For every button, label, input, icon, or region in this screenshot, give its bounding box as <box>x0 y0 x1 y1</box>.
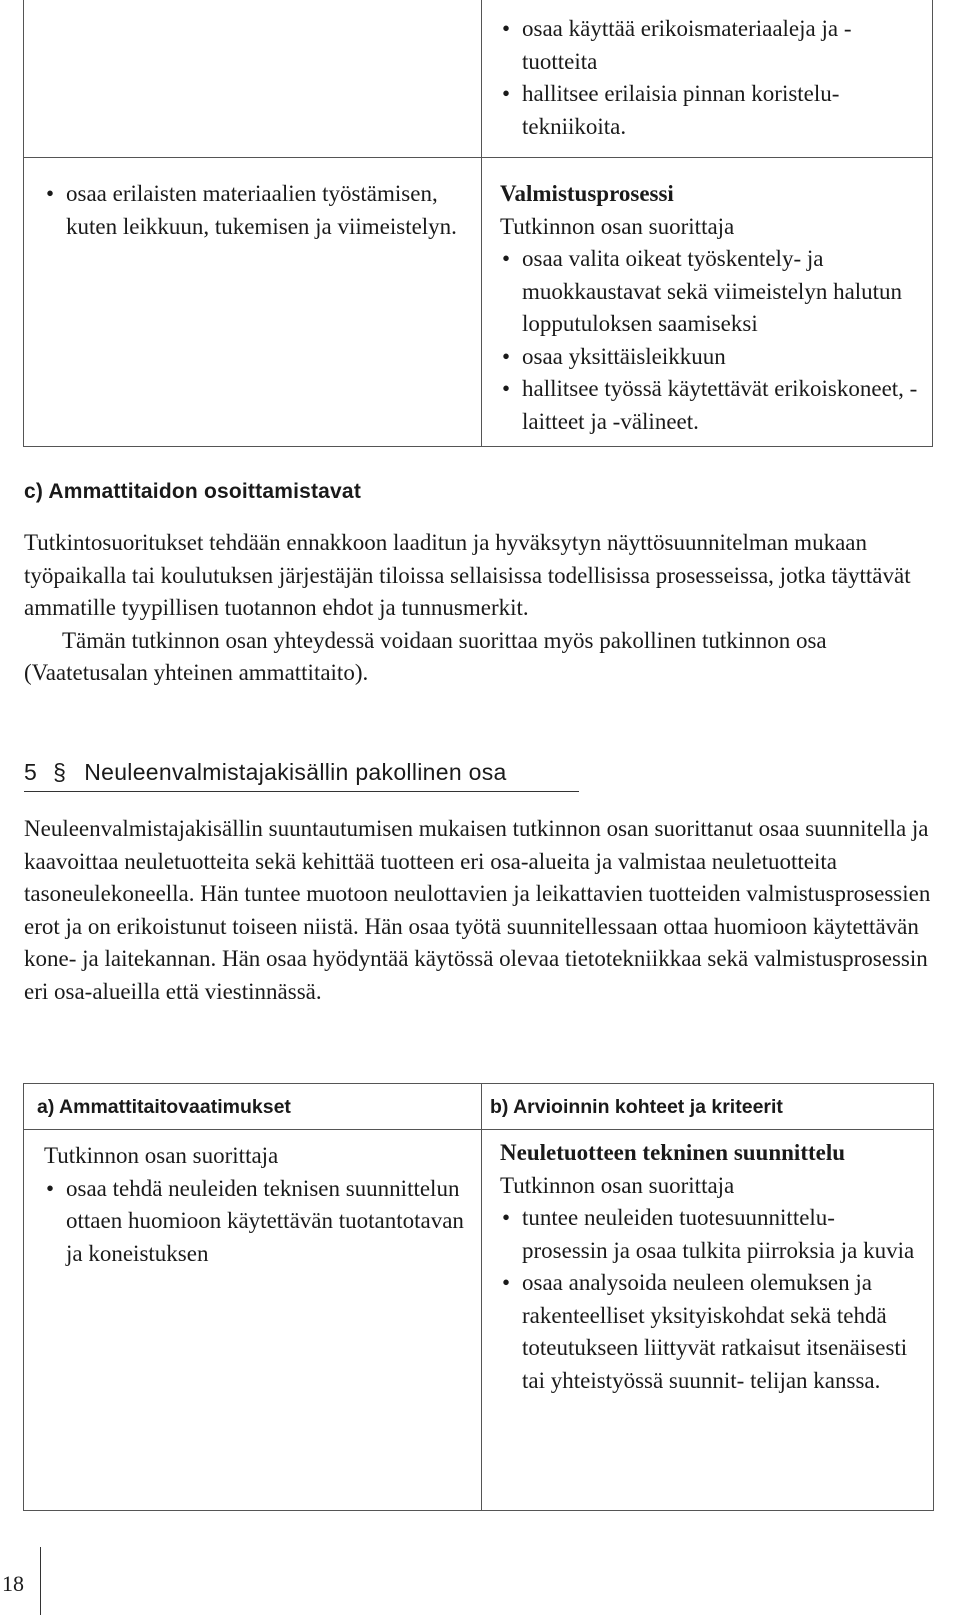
criteria-cell-upper-right <box>500 13 920 143</box>
page-number: 18 <box>2 1571 24 1596</box>
list-item: • osaa tehdä neuleiden teknisen suunnittelun ottaen huomioon käytettävän tuotantotavan ja koneistuksen <box>44 1173 464 1271</box>
list-item: • osaa erilaisten materiaalien työstämisen, kuten leikkuun, tukemisen ja viimeistelyn. <box>44 178 464 243</box>
column-header-criteria: b) Arvioinnin kohteet ja kriteerit <box>490 1096 783 1118</box>
column-header-requirements: a) Ammattitaitovaatimukset <box>37 1096 291 1118</box>
header-divider <box>24 1129 933 1130</box>
requirements-cell-lower-left <box>44 178 464 243</box>
criteria-table-continued <box>23 0 933 447</box>
heading-underline <box>24 791 579 792</box>
criteria-subheading: Tutkinnon osan suorittaja <box>500 213 735 239</box>
column-divider <box>481 1084 482 1510</box>
criteria-subheading: Tutkinnon osan suorittaja <box>500 1172 735 1198</box>
requirements-list <box>44 1173 464 1271</box>
section-c-heading: c) Ammattitaidon osoittamistavat <box>24 480 362 503</box>
section-number: 5 <box>24 759 38 785</box>
criteria-cell-lower-right <box>500 178 925 438</box>
requirements-cell <box>44 1140 464 1270</box>
paragraph: Tutkintosuoritukset tehdään ennakkoon laaditun ja hyväksytyn näyttösuunnitelman mukaan työpaikalla tai koulutuksen järjestäjän tiloissa sellaisissa todellisissa prosesseissa, jotka täyttävät ammatille tyypillisen tuotannon ehdot ja tunnusmerkit. <box>24 530 911 620</box>
section-5-heading <box>24 759 507 786</box>
list-item: • osaa valita oikeat työskentely- ja muokkaustavat sekä viimeistelyn halutun lopputuloksen saamiseksi <box>500 243 925 341</box>
criteria-cell <box>500 1137 920 1397</box>
list-item: • hallitsee työssä käytettävät erikoiskoneet, -laitteet ja -välineet. <box>500 373 925 438</box>
list-item: • tuntee neuleiden tuotesuunnittelu- prosessin ja osaa tulkita piirroksia ja kuvia <box>500 1202 920 1267</box>
requirements-subheading: Tutkinnon osan suorittaja <box>44 1143 279 1168</box>
section-c-body <box>24 527 936 690</box>
list-item: • osaa yksittäisleikkuun <box>500 341 925 374</box>
section-symbol: § <box>53 759 67 785</box>
section-title: Neuleenvalmistajakisällin pakollinen osa <box>84 759 507 785</box>
paragraph: Tämän tutkinnon osan yhteydessä voidaan suorittaa myös pakollinen tutkinnon osa (Vaatetusalan yhteinen ammattitaito). <box>24 627 827 685</box>
column-divider <box>481 0 482 446</box>
list-item: • osaa analysoida neuleen olemuksen ja rakenteelliset yksityiskohdat sekä tehdä toteutukseen liittyvät ratkaisut itsenäisesti tai yhteistyössä suunnit- telijan kanssa. <box>500 1267 920 1397</box>
requirements-criteria-table <box>23 1083 934 1511</box>
list-item: • osaa käyttää erikoismateriaaleja ja -tuotteita <box>500 13 920 78</box>
requirements-list <box>44 178 464 243</box>
criteria-list <box>500 13 920 143</box>
margin-rule <box>40 1547 41 1615</box>
list-item: • hallitsee erilaisia pinnan koristelu- tekniikoita. <box>500 78 920 143</box>
criteria-list <box>500 1202 920 1397</box>
criteria-list <box>500 243 925 438</box>
criteria-heading: Valmistusprosessi <box>500 181 674 206</box>
section-5-body: Neuleenvalmistajakisällin suuntautumisen mukaisen tutkinnon osan suorittanut osaa suunnitella ja kaavoittaa neuletuotteita sekä kehittää tuotteen eri osa-alueita ja valmistaa neuletuotteita tasoneulekoneella. Hän tuntee muotoon neulottavien ja leikattavien tuotteiden valmistusprosessien erot ja on erikoistunut toiseen niistä. Hän osaa työtä suunnitellessaan ottaa huomioon käytettävän kone- ja laitekannan. Hän osaa hyödyntää käytössä olevaa tietotekniikkaa sekä valmistusprosessin eri osa-alueilla että viestinnässä. <box>24 816 931 1004</box>
row-divider <box>24 157 932 158</box>
criteria-heading: Neuletuotteen tekninen suunnittelu <box>500 1140 846 1165</box>
